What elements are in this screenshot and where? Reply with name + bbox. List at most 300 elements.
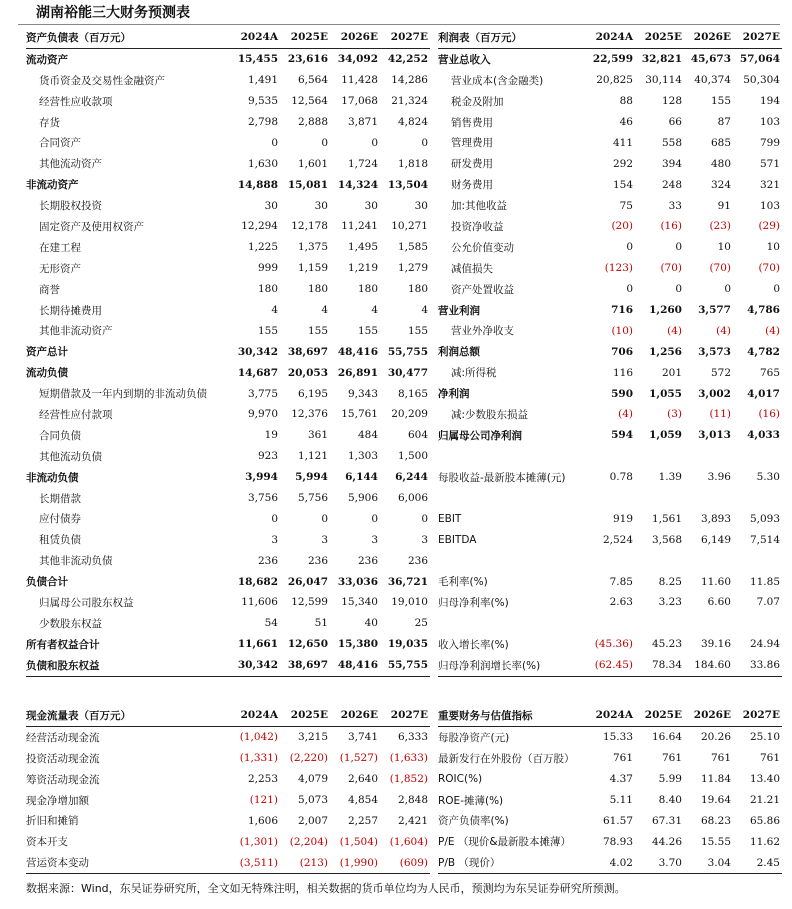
- income-row-value: 78.34: [635, 655, 684, 676]
- balance-row: [26, 383, 430, 404]
- income-row: [438, 132, 782, 153]
- cashflow-row-value: (2,204): [289, 835, 328, 848]
- balance-row-value: 1,375: [297, 241, 328, 254]
- valuation-row: [438, 810, 782, 831]
- cashflow-row-value: (1,990): [330, 852, 380, 873]
- balance-row-value: 15,380: [337, 638, 378, 651]
- income-row: [438, 237, 782, 258]
- balance-row: [26, 550, 430, 571]
- cashflow-row-value: 2,007: [297, 814, 328, 827]
- balance-row-value: 4,824: [397, 116, 428, 128]
- valuation-row-label: 资产负债率(%): [438, 815, 509, 828]
- cashflow-header-year: 2027E: [380, 705, 430, 726]
- balance-row-label: 长期股权投资: [39, 200, 102, 213]
- valuation-row-label: 每股净资产(元): [438, 731, 510, 744]
- page-title: 湖南裕能三大财务预测表: [36, 5, 190, 21]
- income-row-label: [438, 550, 586, 571]
- balance-row-value: 30,477: [387, 366, 428, 379]
- income-row-label: 加:其他收益: [451, 200, 508, 213]
- balance-row: [26, 362, 430, 383]
- income-row-value: 11.60: [700, 575, 731, 588]
- income-row-value: 558: [661, 136, 682, 149]
- valuation-row-value: 15.33: [602, 731, 633, 744]
- income-row-value: 10: [766, 241, 780, 254]
- balance-row: [26, 446, 430, 467]
- income-row-value: [733, 613, 782, 634]
- cashflow-header-year: 2024A: [228, 705, 280, 726]
- valuation-row-label: P/B （现价）: [438, 852, 586, 873]
- balance-row-value: 14,324: [337, 178, 378, 191]
- income-row-value: (20): [611, 220, 633, 233]
- income-row-value: (70): [709, 262, 731, 275]
- balance-row-value: 25: [414, 617, 428, 630]
- income-row: [438, 300, 782, 321]
- income-statement-table: [438, 27, 782, 677]
- valuation-row-value: 5.11: [609, 794, 633, 806]
- income-header-year: 2024A: [586, 27, 635, 48]
- valuation-row-value: 16.64: [651, 731, 682, 744]
- footnote: 数据来源：Wind，东吴证券研究所，全文如无特殊注明，相关数据的货币单位均为人民币，预测均为东吴证券研究所预测。: [26, 882, 626, 895]
- balance-row-value: 30,342: [237, 345, 278, 358]
- income-row-value: 0: [724, 283, 731, 296]
- balance-row-value: 12,294: [241, 220, 278, 233]
- valuation-row-value: 21.21: [749, 794, 780, 806]
- balance-row-value: 1,495: [347, 241, 378, 254]
- balance-row-value: 55,755: [380, 655, 430, 676]
- balance-row-value: 0: [321, 512, 328, 525]
- balance-row: [26, 592, 430, 613]
- income-row: [438, 488, 782, 509]
- income-row-label: 减值损失: [451, 262, 493, 275]
- income-row-label: EBIT: [438, 512, 462, 525]
- balance-row-value: 0: [271, 512, 278, 525]
- balance-row-label: 租赁负债: [39, 534, 81, 547]
- balance-row-label: 流动负债: [26, 367, 68, 380]
- income-row-value: (10): [611, 324, 633, 337]
- income-row-value: 716: [611, 304, 633, 317]
- balance-row-value: 6,195: [297, 387, 328, 400]
- balance-row-value: 17,068: [341, 95, 378, 108]
- balance-row-value: 42,252: [387, 53, 428, 66]
- valuation-table: [438, 705, 782, 874]
- income-row-value: 1,059: [649, 429, 682, 442]
- balance-row: [26, 488, 430, 509]
- balance-row-label: 归属母公司股东权益: [39, 596, 134, 609]
- balance-row-value: 484: [357, 429, 378, 442]
- income-row-value: 57,064: [739, 53, 780, 66]
- income-row-value: 45.23: [651, 638, 682, 651]
- balance-row: [26, 279, 430, 300]
- balance-row-value: 15,761: [341, 408, 378, 421]
- cashflow-header-year: 2025E: [280, 705, 330, 726]
- balance-row-value: 155: [257, 324, 278, 337]
- income-row-value: 248: [661, 178, 682, 191]
- balance-row-value: 34,092: [337, 53, 378, 66]
- valuation-row-label: ROIC(%): [438, 773, 483, 786]
- balance-row-value: 26,891: [337, 366, 378, 379]
- balance-row-value: 3,775: [247, 387, 278, 400]
- balance-row-value: 20,209: [391, 408, 428, 421]
- income-row-value: 87: [717, 116, 731, 128]
- income-row-value: [635, 550, 684, 571]
- valuation-row-value: 68.23: [700, 814, 731, 827]
- valuation-body: [438, 705, 782, 874]
- income-row-value: 3,013: [698, 429, 731, 442]
- cashflow-row-value: 6,333: [397, 731, 428, 744]
- cashflow-row: [26, 831, 430, 852]
- valuation-header-year: 2026E: [684, 705, 733, 726]
- cashflow-row-label: 投资活动现金流: [26, 752, 100, 765]
- income-row: [438, 508, 782, 529]
- balance-row-value: 1,225: [247, 241, 278, 254]
- balance-header-year: 2024A: [228, 27, 280, 48]
- income-row: [438, 48, 782, 69]
- balance-row-value: 9,343: [347, 387, 378, 400]
- income-row-value: 46: [619, 116, 633, 128]
- valuation-row-value: 11.62: [749, 835, 780, 848]
- valuation-row-value: 5.99: [658, 773, 682, 786]
- income-row-value: 321: [759, 178, 780, 191]
- balance-row-value: 30: [314, 199, 328, 212]
- income-row-value: 3,002: [698, 387, 731, 400]
- income-row-value: (62.45): [586, 655, 635, 676]
- income-row: [438, 383, 782, 404]
- income-row-value: [586, 488, 635, 509]
- balance-row: [26, 300, 430, 321]
- income-row-value: 75: [619, 199, 633, 212]
- balance-row-value: 10,271: [391, 220, 428, 233]
- balance-row-label: 其他流动负债: [39, 450, 102, 463]
- income-row-value: 799: [759, 136, 780, 149]
- balance-row-value: 1,630: [247, 157, 278, 170]
- balance-row-value: 0: [371, 512, 378, 525]
- balance-row-value: 11,606: [241, 596, 278, 609]
- balance-row-value: 21,324: [391, 95, 428, 108]
- income-row-value: [733, 488, 782, 509]
- income-row-value: 571: [759, 157, 780, 170]
- balance-row-value: 3: [271, 533, 278, 546]
- income-row-value: 480: [710, 157, 731, 170]
- valuation-row-value: 761: [612, 752, 633, 765]
- cashflow-row-value: 4,079: [297, 773, 328, 786]
- balance-row: [26, 216, 430, 237]
- cashflow-row-value: (1,042): [239, 731, 278, 744]
- income-row-value: 3,573: [698, 345, 731, 358]
- income-row-value: (70): [758, 262, 780, 275]
- income-row-value: 6,149: [700, 533, 731, 546]
- balance-row-value: 0: [271, 136, 278, 149]
- valuation-row-value: 2.45: [733, 852, 782, 873]
- income-row-value: (45.36): [594, 638, 633, 651]
- valuation-row-value: 61.57: [602, 814, 633, 827]
- balance-row-value: 1,724: [347, 157, 378, 170]
- balance-row-value: 923: [257, 450, 278, 463]
- balance-row: [26, 237, 430, 258]
- balance-row-value: 13,504: [387, 178, 428, 191]
- valuation-row: [438, 726, 782, 747]
- balance-row: [26, 341, 430, 362]
- income-row: [438, 592, 782, 613]
- income-row-value: 66: [668, 116, 682, 128]
- income-row-value: 103: [759, 199, 780, 212]
- valuation-row: [438, 748, 782, 769]
- valuation-row: [438, 831, 782, 852]
- balance-row: [26, 508, 430, 529]
- income-row: [438, 258, 782, 279]
- income-row-value: 103: [759, 116, 780, 128]
- balance-row-value: 55,755: [387, 345, 428, 358]
- cashflow-row-value: (1,852): [389, 773, 428, 786]
- income-row: [438, 174, 782, 195]
- income-row-label: 归母净利率(%): [438, 596, 509, 609]
- balance-row-value: 0: [421, 512, 428, 525]
- balance-row-value: 3: [321, 533, 328, 546]
- income-row-value: [684, 446, 733, 467]
- balance-row-value: 4: [421, 304, 428, 317]
- income-row-label: 净利润: [438, 388, 470, 401]
- balance-sheet-table: [26, 27, 430, 677]
- income-row-value: 7.85: [609, 575, 633, 588]
- balance-row-label: 其他非流动负债: [39, 555, 113, 568]
- valuation-row-value: 3.04: [684, 852, 733, 873]
- balance-row: [26, 529, 430, 550]
- balance-row-value: 1,491: [247, 74, 278, 87]
- income-row-value: (4): [765, 324, 780, 337]
- cashflow-row-value: 2,421: [397, 814, 428, 827]
- balance-row-value: 36,721: [387, 575, 428, 588]
- income-row-value: 4,782: [747, 345, 780, 358]
- income-row-value: 706: [611, 345, 633, 358]
- cashflow-row-label: 筹资活动现金流: [26, 773, 100, 786]
- balance-row-value: 6,564: [297, 74, 328, 87]
- valuation-row-label: ROE-摊薄(%): [438, 794, 504, 807]
- balance-row-value: 6,006: [397, 492, 428, 505]
- balance-row-value: 12,376: [291, 408, 328, 421]
- cashflow-row-value: (2,220): [289, 752, 328, 765]
- valuation-row-value: 761: [661, 752, 682, 765]
- balance-row: [26, 571, 430, 592]
- balance-row-value: 236: [357, 554, 378, 567]
- income-row-label: 每股收益-最新股本摊薄(元): [438, 471, 566, 484]
- income-row: [438, 634, 782, 655]
- balance-row-value: 54: [264, 617, 278, 630]
- balance-row-value: 3: [371, 533, 378, 546]
- income-row-label: 减:少数股东损益: [451, 408, 529, 421]
- income-row-value: 3.96: [707, 471, 731, 484]
- balance-row-value: 11,661: [237, 638, 278, 651]
- valuation-header-row: [438, 705, 782, 726]
- income-row-value: 324: [710, 178, 731, 191]
- cashflow-row-value: 1,606: [247, 814, 278, 827]
- balance-row-value: 14,888: [237, 178, 278, 191]
- balance-row-value: 0: [371, 136, 378, 149]
- income-row-value: 2,524: [602, 533, 633, 546]
- income-row: [438, 216, 782, 237]
- income-row: [438, 341, 782, 362]
- income-row-value: 33.86: [733, 655, 782, 676]
- income-row-label: 管理费用: [451, 137, 493, 150]
- balance-row-value: 30,342: [228, 655, 280, 676]
- income-row-value: 91: [717, 199, 731, 212]
- income-statement-body: [438, 27, 782, 676]
- income-row-value: (3): [667, 408, 682, 421]
- income-row-value: 594: [611, 429, 633, 442]
- cashflow-row: [26, 748, 430, 769]
- income-row-value: 394: [661, 157, 682, 170]
- income-row: [438, 195, 782, 216]
- cashflow-row-label: 营运资本变动: [26, 852, 228, 873]
- cashflow-row-value: (1,633): [389, 752, 428, 765]
- income-row-value: 0: [626, 241, 633, 254]
- balance-row-value: 1,219: [347, 262, 378, 275]
- valuation-row-value: 11.84: [700, 773, 731, 786]
- income-row-value: (29): [758, 220, 780, 233]
- balance-header-year: 2026E: [330, 27, 380, 48]
- balance-row-label: 长期待摊费用: [39, 304, 102, 317]
- cash-flow-body: [26, 705, 430, 874]
- balance-row-value: 12,178: [291, 220, 328, 233]
- balance-row-value: 5,756: [297, 492, 328, 505]
- income-row-value: 1.39: [658, 471, 682, 484]
- balance-row-label: 在建工程: [39, 241, 81, 254]
- balance-row: [26, 195, 430, 216]
- balance-row: [26, 425, 430, 446]
- balance-row-value: 12,564: [291, 95, 328, 108]
- balance-row-value: 0: [421, 136, 428, 149]
- income-header-year: 2025E: [635, 27, 684, 48]
- income-row-label: 税金及附加: [451, 95, 504, 108]
- cash-flow-table: [26, 705, 430, 874]
- balance-row-label: 非流动资产: [26, 179, 79, 192]
- valuation-row-value: 761: [759, 752, 780, 765]
- balance-row-value: 40: [364, 617, 378, 630]
- balance-header-row: [26, 27, 430, 48]
- income-row-value: 11.85: [749, 575, 780, 588]
- income-row-value: 3,568: [651, 533, 682, 546]
- balance-row-value: 3,756: [247, 492, 278, 505]
- balance-row-value: 3,994: [245, 471, 278, 484]
- balance-row-value: 6,144: [345, 471, 378, 484]
- valuation-row: [438, 769, 782, 790]
- income-row-value: 22,599: [592, 53, 633, 66]
- income-row: [438, 320, 782, 341]
- income-row: [438, 279, 782, 300]
- balance-row: [26, 404, 430, 425]
- cashflow-row-value: (609): [380, 852, 430, 873]
- balance-row-label: 长期借款: [39, 492, 81, 505]
- balance-row-value: 19,035: [387, 638, 428, 651]
- income-row: [438, 467, 782, 488]
- income-row-value: [684, 613, 733, 634]
- balance-row-value: 236: [307, 554, 328, 567]
- income-row-label: 投资净收益: [451, 220, 504, 233]
- balance-row-value: 9,535: [247, 95, 278, 108]
- balance-row-label: 其他非流动资产: [39, 325, 113, 338]
- balance-header-title: 资产负债表（百万元）: [26, 27, 228, 48]
- income-row-label: 减:所得税: [451, 367, 497, 380]
- cashflow-row-value: 2,257: [347, 814, 378, 827]
- valuation-row-value: 15.55: [700, 835, 731, 848]
- balance-row-value: 180: [257, 283, 278, 296]
- valuation-row-value: 13.40: [749, 773, 780, 786]
- income-row-value: 50,304: [743, 74, 780, 87]
- cashflow-row-value: (121): [249, 794, 278, 806]
- balance-row-value: 15,081: [287, 178, 328, 191]
- income-row-value: (4): [667, 324, 682, 337]
- balance-row-value: 3,871: [347, 116, 378, 128]
- cashflow-row-value: 3,215: [297, 731, 328, 744]
- balance-row-label: 其他流动资产: [39, 158, 102, 171]
- income-row-value: 1,260: [649, 304, 682, 317]
- cashflow-row-value: 2,253: [247, 773, 278, 786]
- income-row-label: 营业总收入: [438, 53, 491, 66]
- cashflow-row-label: 资本开支: [26, 836, 68, 849]
- cashflow-row-label: 现金净增加额: [26, 794, 89, 807]
- valuation-row-value: 20.26: [700, 731, 731, 744]
- balance-row-value: 6,244: [395, 471, 428, 484]
- income-row-value: 0: [773, 283, 780, 296]
- income-row-value: (16): [660, 220, 682, 233]
- income-row-value: (4): [618, 408, 633, 421]
- balance-row-value: 14,687: [237, 366, 278, 379]
- balance-header-year: 2025E: [280, 27, 330, 48]
- valuation-row: [438, 852, 782, 873]
- income-row-value: (23): [709, 220, 731, 233]
- balance-header-year: 2027E: [380, 27, 430, 48]
- valuation-header-year: 2027E: [733, 705, 782, 726]
- income-row-value: 184.60: [684, 655, 733, 676]
- balance-row: [26, 467, 430, 488]
- cashflow-row-value: (213): [280, 852, 330, 873]
- income-row-value: 24.94: [749, 638, 780, 651]
- income-row-value: 1,561: [651, 512, 682, 525]
- valuation-header-year: 2024A: [586, 705, 635, 726]
- income-header-row: [438, 27, 782, 48]
- cashflow-row-value: 5,073: [297, 794, 328, 806]
- valuation-row-value: 4.37: [609, 773, 633, 786]
- income-row: [438, 362, 782, 383]
- balance-row: [26, 258, 430, 279]
- balance-row: [26, 70, 430, 91]
- income-row-label: 销售费用: [451, 116, 493, 129]
- balance-row-value: 30: [364, 199, 378, 212]
- balance-row-value: 155: [407, 324, 428, 337]
- income-row-label: 归属母公司净利润: [438, 429, 522, 442]
- valuation-header-title: 重要财务与估值指标: [438, 705, 586, 726]
- balance-row-value: 1,279: [397, 262, 428, 275]
- cashflow-row-value: (1,527): [339, 752, 378, 765]
- balance-row-value: 15,455: [237, 53, 278, 66]
- balance-row-value: 155: [307, 324, 328, 337]
- income-row-value: 685: [710, 136, 731, 149]
- title-divider: [18, 24, 780, 25]
- balance-row-value: 1,500: [397, 450, 428, 463]
- income-row-value: 7,514: [749, 533, 780, 546]
- balance-row-value: 180: [357, 283, 378, 296]
- income-row-value: 0: [675, 283, 682, 296]
- balance-row-value: 1,159: [297, 262, 328, 275]
- cashflow-row-value: (1,604): [389, 835, 428, 848]
- valuation-row: [438, 790, 782, 811]
- balance-row-value: 8,165: [397, 387, 428, 400]
- valuation-row-value: 19.64: [700, 794, 731, 806]
- balance-row-value: 48,416: [337, 345, 378, 358]
- cashflow-row-value: (1,504): [339, 835, 378, 848]
- income-row-value: 5.30: [756, 471, 780, 484]
- income-row: [438, 425, 782, 446]
- income-row-value: 8.25: [658, 575, 682, 588]
- balance-row-value: 18,682: [237, 575, 278, 588]
